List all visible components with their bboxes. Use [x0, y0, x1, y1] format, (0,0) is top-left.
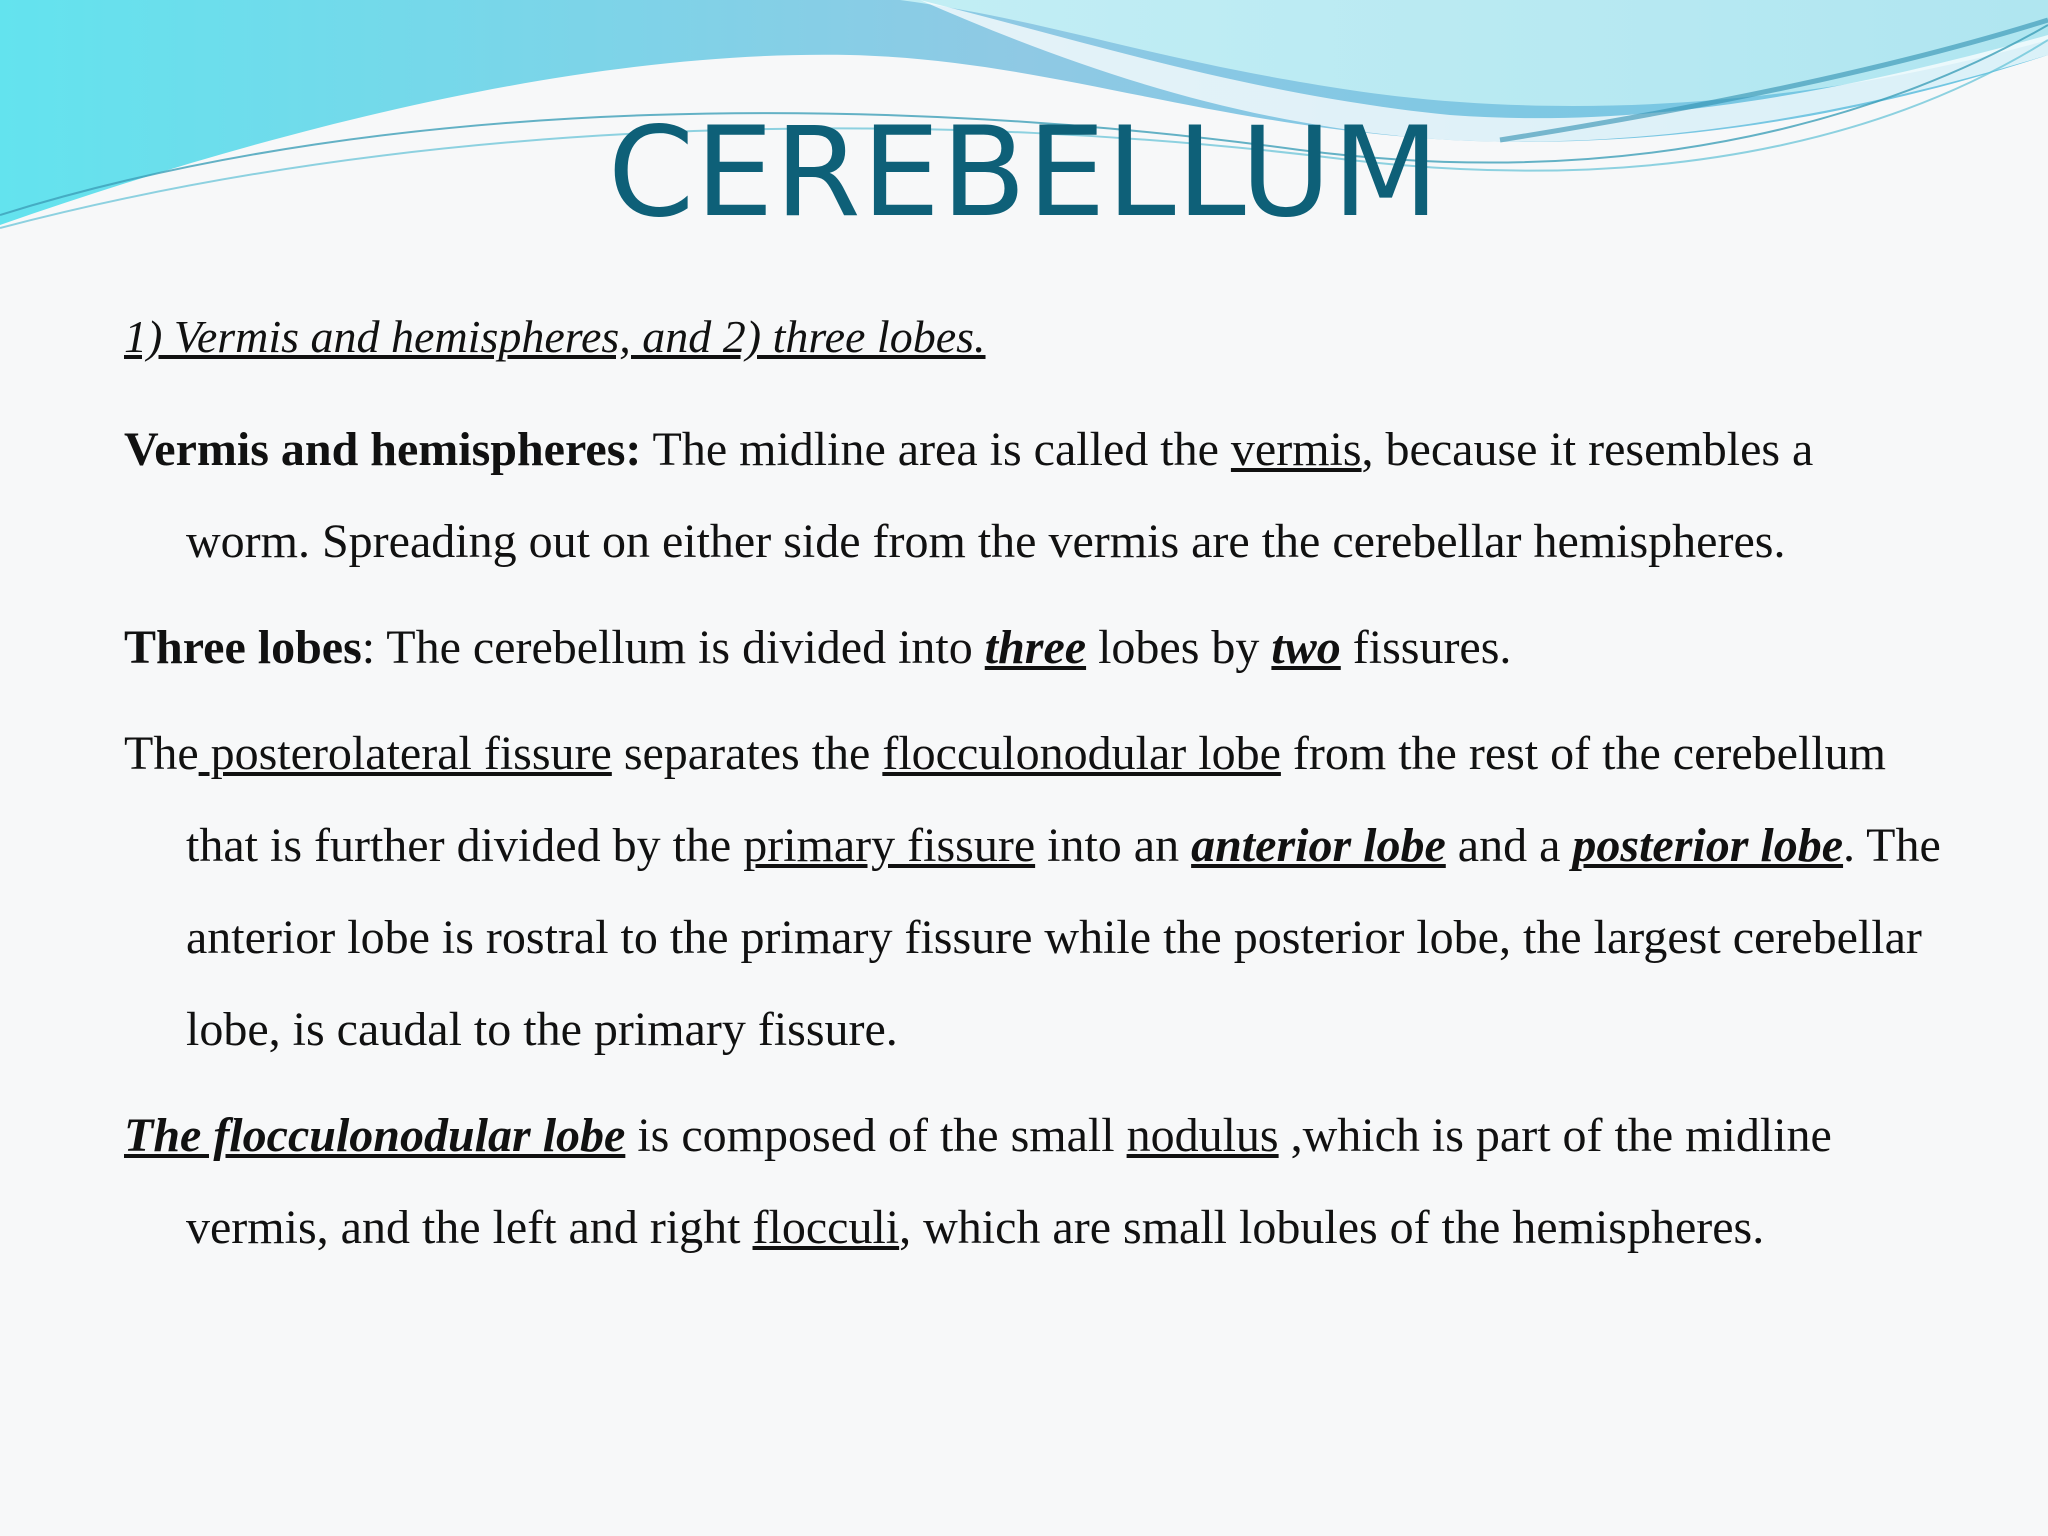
text: from the rest of the cerebellum that is further divided by the — [186, 727, 1886, 872]
slide-title: CEREBELLUM — [607, 101, 1441, 245]
text: fissures. — [1340, 621, 1512, 674]
paragraph-heading: Three lobes — [124, 621, 362, 674]
text: into an — [1035, 819, 1192, 872]
paragraph-vermis-hemispheres — [124, 404, 1944, 588]
text: : The cerebellum is divided into — [361, 621, 985, 674]
term-flocculonodular-lobe: flocculonodular lobe — [882, 727, 1281, 780]
term-anterior-lobe: anterior lobe — [1191, 819, 1446, 872]
term-posterolateral-fissure: posterolateral fissure — [198, 727, 612, 780]
term-vermis: vermis — [1230, 423, 1362, 476]
term-three: three — [984, 621, 1087, 674]
text: ,which is part of the midline vermis, and the left and right — [186, 1109, 1832, 1254]
term-flocculi: flocculi — [752, 1201, 900, 1254]
slide-body — [124, 302, 1944, 1288]
text: and a — [1445, 819, 1573, 872]
text: The — [124, 727, 199, 780]
paragraph-flocculonodular — [124, 1090, 1944, 1274]
text: is composed of the small — [625, 1109, 1127, 1162]
term-two: two — [1271, 621, 1341, 674]
term-nodulus: nodulus — [1126, 1109, 1279, 1162]
text: , because it resembles a worm. Spreading out on either side from the vermis are the cerebellar hemispheres. — [186, 423, 1814, 568]
term-primary-fissure: primary fissure — [743, 819, 1036, 872]
text: lobes by — [1086, 621, 1272, 674]
text: . The anterior lobe is rostral to the primary fissure while the posterior lobe, the largest cerebellar lobe, is caudal to the primary fissure. — [186, 819, 1941, 1056]
paragraph-three-lobes — [124, 602, 1944, 694]
paragraph-heading: Vermis and hemispheres: — [124, 423, 642, 476]
text: , which are small lobules of the hemispheres. — [899, 1201, 1765, 1254]
paragraph-heading: The flocculonodular lobe — [124, 1109, 626, 1162]
text: separates the — [611, 727, 883, 780]
paragraph-fissures — [124, 708, 1944, 1076]
intro-line: 1) Vermis and hemispheres, and 2) three lobes. — [124, 311, 986, 362]
text: The midline area is called the — [641, 423, 1231, 476]
term-posterior-lobe: posterior lobe — [1572, 819, 1844, 872]
